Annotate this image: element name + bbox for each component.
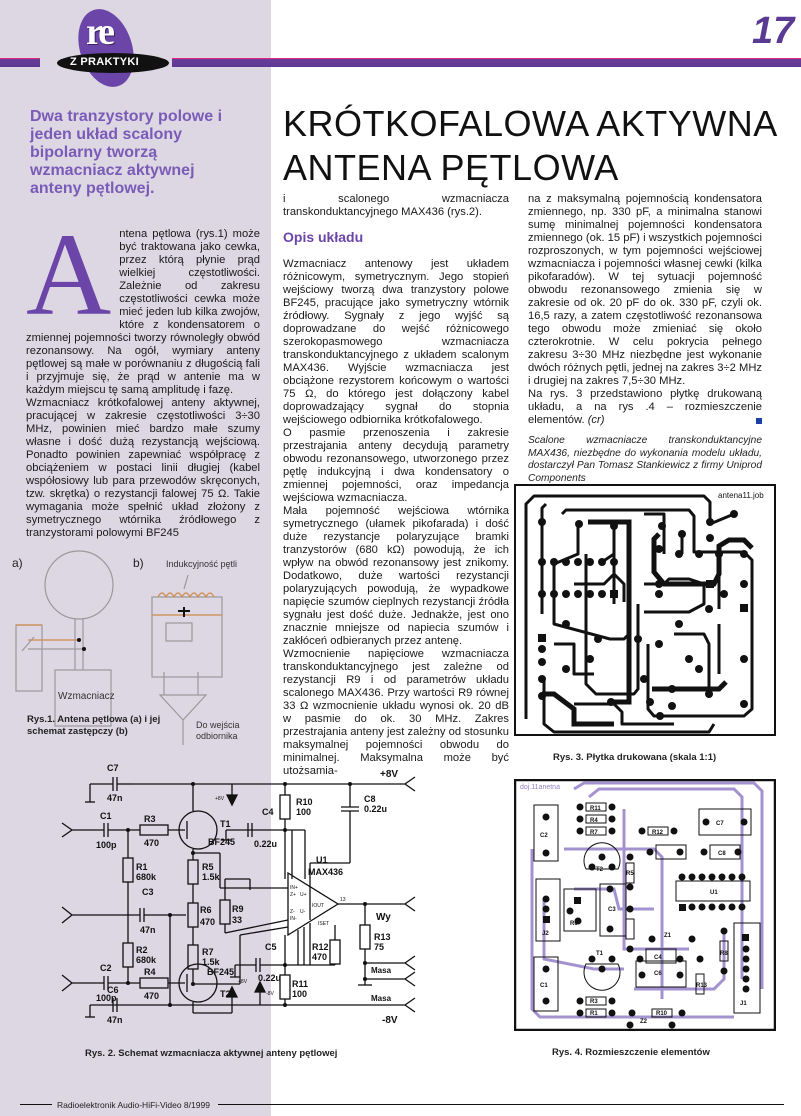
paragraph-description: Wzmacniacz antenowy jest układem różnicowym, symetrycznym. Jego stopień wejściowy tworzą dwa tranzystory polowe BF245, pracujące jako symetryczny wtórnik źródłowy. Sygnały z jego wyjść są doprowadzane do wejść różnicowego szerokopasmowego wzmacniacza transkonduktancyjnego z układem scalonym MAX436. Wyjście wzmacniacza jest obciążone rezystorem końcowym o wartości 75 Ω, do którego jest dołączony kabel doprowadzający sygnał do stopnia wejściowego odbiornika krótkofalowego.	[283, 258, 509, 426]
figure-1-caption	[27, 714, 160, 738]
placement-label-r7: R7	[590, 830, 598, 836]
t2-ref: T2	[220, 989, 231, 999]
r9-ref: R9	[232, 904, 244, 914]
figure-3-caption: Rys. 3. Płytka drukowana (skala 1:1)	[553, 752, 717, 763]
placement-label-z2: Z2	[640, 1019, 648, 1025]
r7-value: 1.5k	[202, 957, 220, 967]
c1-ref: C1	[100, 811, 112, 821]
inductance-label: Indukcyjność pętli	[166, 559, 238, 569]
r5-ref: R5	[202, 862, 214, 872]
c5-value: 0.22u	[258, 973, 282, 983]
r6-ref: R6	[200, 905, 212, 915]
header-stripe-left	[0, 58, 40, 67]
c7-value: 47n	[107, 793, 123, 803]
r2-value: 680k	[136, 955, 157, 965]
placement-label-c7: C7	[716, 821, 724, 827]
c6-ref: C6	[107, 985, 119, 995]
paragraph-input: Mała pojemność wejściowa wtórnika symetrycznego (ułamek pikofarada) i dość duże rezystancje polaryzujące bramki tranzystorów (680 kΩ) powodują, że ich wpływ na obwód rezonansowy jest znikomy. Dodatkowo, duże wartości rezystancji polaryzujących powodują, że wypadkowe napięcie szumów cieplnych rezystancji źródła sygnału jest dość duże. Jednakże, jest ono znacznie mniejsze od napiecia szumów i zakłóceń odbieranych przez antenę.	[283, 505, 509, 647]
terminal-plus8v: +8V	[380, 769, 399, 780]
c2-value: 100p	[96, 993, 117, 1003]
c3-value: 47n	[140, 925, 156, 935]
r13-value: 75	[374, 942, 385, 952]
c1-value: 100p	[96, 840, 117, 850]
pin-inn: IN-	[290, 916, 297, 922]
r9-value: 33	[232, 915, 243, 925]
r4-value: 470	[144, 991, 160, 1001]
r11-ref: R11	[292, 979, 309, 989]
t1-value: BF245	[208, 837, 236, 847]
paragraph-continuation: i scalonego wzmacniacza transkonduktancyjnego MAX436 (rys.2).	[283, 193, 509, 218]
placement-label-r4: R4	[590, 818, 598, 824]
pin-iset: ISET	[318, 921, 330, 927]
placement-label-c8: C8	[718, 851, 726, 857]
local-minus-label: -8V	[266, 991, 274, 997]
r11-value: 100	[292, 989, 308, 999]
c3-ref: C3	[142, 887, 154, 897]
figure-2-schematic	[60, 755, 420, 1045]
r10-value: 100	[296, 807, 312, 817]
placement-label-c4: C4	[654, 955, 662, 961]
placement-label-t1: T1	[596, 951, 604, 957]
credit-note: Scalone wzmacniacze transkonduktancyjne MAX436, niezbędne do wykonania modelu układu, dostarczył Pan Tomasz Stankiewicz z firmy Uniprod Components	[528, 435, 762, 484]
receiver-input-label-1: Do wejścia	[196, 720, 240, 730]
page-number: 17	[752, 10, 795, 52]
author-initials: (cr)	[587, 414, 605, 426]
fig1-label-a: a)	[12, 556, 23, 570]
r3-value: 470	[144, 838, 160, 848]
terminal-minus8v: -8V	[382, 1015, 398, 1026]
placement-label-t2: T2	[596, 867, 604, 873]
paragraph-tuning: na z maksymalną pojemnością kondensatora zmiennego, np. 330 pF, a minimalna stanowi sumę minimalnej pojemności kondensatora zmiennego (ok. 15 pF) i wszystkich pojemności rozproszonych, w tym pojemności wejściowej wzmacniacza i pojemności własnej cewki (kilka pikofaradów). W tej sytuacji pojemność obwodu rezonansowego zmienia się w zakresie od ok. 20 pF do ok. 330 pF, czyli ok. 16,5 razy, a zatem częstotliwość rezonansowa tego obwodu może zmieniać się około czterokrotnie. W celu pokrycia pełnego zakresu 3÷30 MHz niezbędne jest wykonanie dwóch różnych pętli, jednej na zakres 3÷2 MHz i drugiej na zakres 7,5÷30 MHz.	[528, 193, 762, 387]
r12-value: 470	[312, 952, 328, 962]
c6-value: 47n	[107, 1015, 123, 1025]
r3-ref: R3	[144, 814, 156, 824]
c4-ref: C4	[262, 807, 274, 817]
figures-text: Na rys. 3 przedstawiono płytkę drukowaną układu, a na rys .4 – rozmieszczenie elementów.	[528, 388, 762, 426]
c8-value: 0.22u	[364, 804, 388, 814]
pcb-filename: antena11.job	[718, 491, 764, 500]
placement-label-j2: J2	[542, 931, 549, 937]
paragraph-intro: ntena pętlowa (rys.1) może być traktowana jako cewka, przez którą płynie prąd wielkiej częstotliwości. Zależnie od zakresu częstotliwości cewka może mieć jeden lub kilka zwojów, które z kondensatorem o zmiennej pojemności tworzy równoległy obwód rezonansowy. Na ogół, wymiary anteny pętlowej są małe w porównaniu z długością fali i przyjmuje się, że prąd w antenie ma w każdym miejscu tę samą amplitudę i fazę.	[26, 228, 260, 396]
r1-value: 680k	[136, 872, 157, 882]
placement-label-r3: R3	[590, 999, 598, 1005]
pin-iout: IOUT	[312, 903, 324, 909]
pin-inp: IN+	[290, 885, 298, 891]
column-3	[528, 193, 762, 485]
article-title-line-2: ANTENA PĘTLOWA	[283, 147, 619, 188]
placement-label-r1: R1	[590, 1011, 598, 1017]
t1-ref: T1	[220, 819, 231, 829]
footer-publication: Radioelektronik Audio-HiFi-Video 8/1999	[57, 1100, 210, 1110]
amplifier-label: Wzmacniacz	[58, 691, 115, 702]
lead-text: Dwa tranzystory polowe i jeden układ scalony bipolarny tworzą wzmacniacz aktywnej anteny pętlowej.	[30, 108, 223, 197]
pin-un: U-	[300, 909, 306, 915]
terminal-output: Wy	[376, 912, 391, 923]
local-plus-label-bottom: +8V	[238, 979, 248, 985]
u1-ref: U1	[316, 855, 328, 865]
tuning-capacitor-box	[16, 625, 42, 691]
placement-label-r13: R13	[696, 983, 708, 989]
paragraph-figures	[528, 388, 762, 427]
figure-1-caption-line-1: Rys.1. Antena pętlowa (a) i jej	[27, 714, 161, 725]
header-stripe-right	[172, 58, 801, 67]
paragraph-bandwidth: O pasmie przenoszenia i zakresie przestrajania anteny decydują parametry obwodu rezonansowego, utworzonego przez pętlę indukcyjną i dwa kondensatory o zmiennej pojemności, oraz impedancja wejściowa wzmacniacza.	[283, 427, 509, 504]
footer-rule-right	[218, 1104, 784, 1105]
placement-label-r10: R10	[656, 1011, 668, 1017]
r5-value: 1.5k	[202, 872, 220, 882]
r2-ref: R2	[136, 945, 148, 955]
placement-label-c1: C1	[540, 983, 548, 989]
terminal-ground-1: Masa	[371, 966, 392, 975]
paragraph-gain: Wzmocnienie napięciowe wzmacniacza transkonduktancyjnego jest zależne od rezystancji R9 i od parametrów układu scalonego MAX436. Przy wartości R9 równej 33 Ω wzmocnienie układu wynosi ok. 20 dB w pasmie do ok. 30 MHz. Zakres przestrajania anteny jest zależny od stosunku maksymalnej pojemności obwodu do minimalnej. Maksymalna może być utożsamia-	[283, 648, 509, 777]
placement-label-r11: R11	[590, 806, 601, 812]
local-plus-label-top: +8V	[215, 796, 225, 802]
r1-ref: R1	[136, 862, 148, 872]
r13-ref: R13	[374, 932, 391, 942]
placement-label-c6: C6	[654, 971, 662, 977]
terminal-ground-2: Masa	[371, 994, 392, 1003]
pin-zn: Z-	[290, 909, 295, 915]
article-title-line-1: KRÓTKOFALOWA AKTYWNA	[283, 103, 778, 144]
receiver-input-label-2: odbiornika	[196, 731, 238, 741]
c5-ref: C5	[265, 942, 277, 952]
r6-value: 470	[200, 917, 216, 927]
figure-2-caption: Rys. 2. Schemat wzmacniacza aktywnej anteny pętlowej	[85, 1048, 338, 1059]
column-2	[283, 193, 509, 778]
loop-antenna	[45, 551, 113, 619]
c2-ref: C2	[100, 963, 112, 973]
placement-label-c3: C3	[608, 907, 616, 913]
c4-value: 0.22u	[254, 839, 278, 849]
paragraph-requirements: Wzmacniacz krótkofalowej anteny aktywnej, pracującej w zakresie częstotliwości 3÷30 MHz, powinien mieć bardzo małe szumy własne i dość dużą rezystancją wejściową. Ponadto powinien zapewniać współpracę z obciążeniem w postaci linii długiej (kabel współosiowy lub para przewodów skręconych, tzw. skrętka) o rezystancji falowej 75 Ω. Takie wymagania może spełnić układ złożony z symetrycznego wtórnika źródłowego z tranzystorami polowymi BF245	[26, 397, 260, 539]
logo: re	[86, 11, 112, 53]
article-title	[283, 102, 778, 190]
r7-ref: R7	[202, 947, 214, 957]
end-mark-icon	[756, 418, 762, 424]
figure-3-pcb	[514, 484, 776, 736]
placement-filename: doj.11anetna	[520, 784, 560, 791]
column-1	[26, 209, 260, 540]
footer-rule-left	[20, 1104, 52, 1105]
drop-cap: A	[26, 209, 112, 340]
c7-ref: C7	[107, 763, 119, 773]
section-label: Z PRAKTYKI	[70, 56, 139, 68]
section-heading: Opis układu	[283, 229, 364, 245]
placement-label-c2: C2	[540, 833, 548, 839]
u1-value: MAX436	[308, 867, 344, 877]
placement-label-u1: U1	[710, 890, 718, 896]
figure-4-placement	[514, 779, 776, 1031]
placement-label-j1: J1	[740, 1001, 747, 1007]
c8-ref: C8	[364, 794, 376, 804]
placement-label-r5: R5	[626, 871, 634, 877]
r12-ref: R12	[312, 942, 329, 952]
pin-up: U+	[300, 892, 307, 898]
r4-ref: R4	[144, 967, 156, 977]
figure-1-caption-line-2: schemat zastępczy (b)	[27, 726, 128, 737]
pin-zp: Z+	[290, 892, 296, 898]
figure-4-caption: Rys. 4. Rozmieszczenie elementów	[552, 1047, 710, 1058]
pin-13: 13	[340, 897, 346, 903]
fig1-label-b: b)	[133, 556, 144, 570]
r10-ref: R10	[296, 797, 313, 807]
placement-label-r6: R6	[570, 921, 578, 927]
t2-value: BF245	[207, 967, 235, 977]
placement-label-r12: R12	[652, 830, 664, 836]
placement-label-z1: Z1	[664, 933, 672, 939]
header-background	[0, 0, 271, 95]
placement-label-r8: R8	[720, 951, 728, 957]
